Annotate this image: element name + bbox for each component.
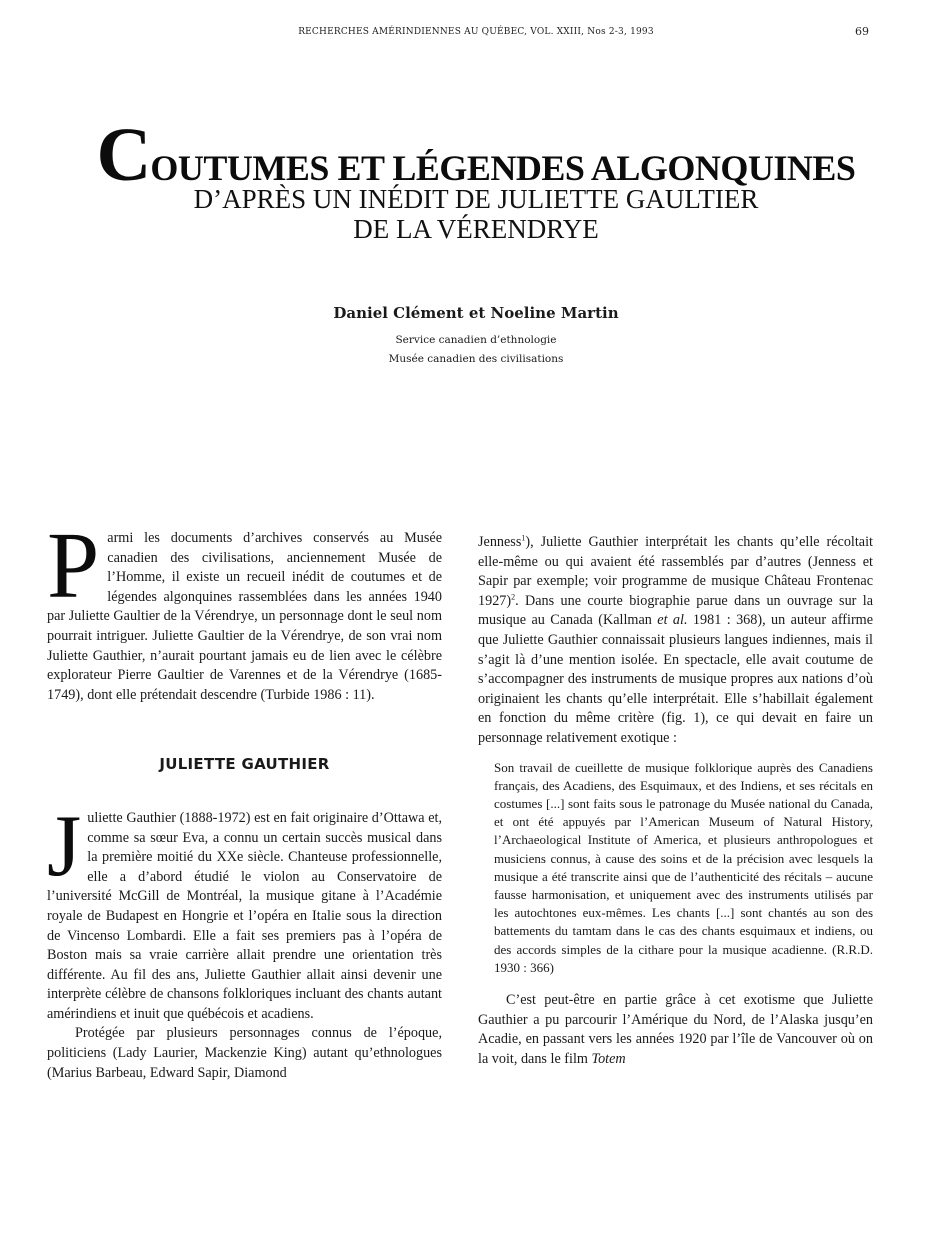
right-text-a: Jenness <box>478 534 522 550</box>
block-quote: Son travail de cueillette de musique folklorique auprès des Canadiens français, des Acadiens, des Esquimaux, et des Indiens, et ses récitals en costumes [...] sont faits sous le patronage du Musée national du Canada, et ont été appuyés par l’American Museum of Natural History, l’Archaeological Institute of America, et plusieurs anthropologues et musiciens connus, à cause des soins et de la précision avec lesquels la musique a été transcrite ainsi que de l’authenticité des récitals – aucune fausse harmonisation, et uniquement avec des instruments utilisés par les autochtones eux-mêmes. Les chants [...] sont chantés au son des battements du tamtam dans le cas des chants esquimaux et indiens, ou des accords simples de la cithare pour la musique acadienne. (R.R.D. 1930 : 366) <box>494 759 873 975</box>
affiliation-1: Service canadien d’ethnologie <box>395 334 557 346</box>
section-dropcap: J <box>47 797 82 895</box>
page-number: 69 <box>855 25 869 38</box>
right-text-d: 1981 : 368), un auteur affirme que Juliette Gauthier connaissait plusieurs langues indiennes, mais il s’agit là d’une mention isolée. En spectacle, elle avait coutume de s’accompagner des instruments de musique propres aux nations d’où originaient les chants qu’elle interprétait. Elle s’habillait également en fonction du même critère (fig. 1), ce qui devait en faire un personnage relativement exotique : <box>478 612 874 746</box>
paragraph-2: Protégée par plusieurs personnages connus de l’époque, politiciens (Lady Laurier, Mackenzie King) autant qu’ethnologues (Marius Barbeau, Edward Sapir, Diamond <box>47 1025 442 1081</box>
section-paragraph <box>47 797 442 1025</box>
title-initial: C <box>96 113 151 197</box>
left-column <box>47 514 442 1083</box>
intro-paragraph <box>47 514 442 705</box>
section-heading: JULIETTE GAUTHIER <box>159 755 330 774</box>
century-numeral: XXe <box>216 849 244 866</box>
footnote-ref-1[interactable]: 1 <box>521 533 526 543</box>
et-al: et al. <box>657 612 688 629</box>
intro-text: armi les documents d’archives conservés au Musée canadien des civilisations, anciennement Musée de l’Homme, il existe un recueil inédit de coutumes et de légendes algonquines rassemblées dans les années 1940 par Juliette Gaultier de la Vérendrye, un personnage dont le seul nom pourrait intriguer. Juliette Gaultier de la Vérendrye, de son vrai nom Juliette Gauthier, n’aurait pourtant jamais eu de lien avec le célèbre explorateur Pierre Gaultier de Varennes et de la Vérendrye (1685-1749), dont elle prétendait descendre (Turbide 1986 : 11). <box>47 530 442 703</box>
right-paragraph-2 <box>478 991 873 1069</box>
article-subtitle <box>0 184 952 244</box>
title-rest: OUTUMES ET LÉGENDES ALGONQUINES <box>150 148 856 188</box>
right-paragraph-1 <box>478 533 873 749</box>
footnote-ref-2[interactable]: 2 <box>511 592 516 602</box>
right-para2-text: C’est peut-être en partie grâce à cet exotisme que Juliette Gauthier a pu parcourir l’Amérique du Nord, de l’Alaska jusqu’en Acadie, en passant vers les années 1920 par l’île de Vancouver où on la voit, dans le film <box>478 991 873 1067</box>
right-text-b: ), Juliette Gauthier interprétait les chants qu’elle récoltait elle-même ou qui avaient été rassemblés par d’autres (Jenness et Sapir par exemple; voir programme de musique Château Frontenac 1927) <box>478 534 873 609</box>
section-text-b: siècle. Chanteuse professionnelle, elle a d’abord étudié le violon au Conservatoire de l’université McGill de Montréal, la musique gitane à l’Académie royale de Budapest en Hongrie et l’opéra en Italie sous la direction de Vincenso Lombardi. Elle a fait ses premiers pas à l’opéra de Boston mais sa vraie carrière allait prendre une orientation très différente. Au fil des ans, Juliette Gauthier allait ainsi devenir une interprète célèbre de chansons folkloriques incluant des chants autant amérindiens et inuit que québécois et acadiens. <box>47 849 442 1022</box>
right-column <box>478 533 873 1069</box>
authors: Daniel Clément et Noeline Martin <box>333 304 619 322</box>
section-text-a: uliette Gauthier (1888-1972) est en fait originaire d’Ottawa et, comme sa sœur Eva, a connu un certain succès musical dans la première moitié du <box>87 809 442 866</box>
intro-dropcap: P <box>47 514 100 618</box>
subtitle-line-1: D’APRÈS UN INÉDIT DE JULIETTE GAULTIER <box>193 184 759 214</box>
right-text-c: . Dans une courte biographie parue dans un ouvrage sur la musique au Canada (Kallman <box>478 592 873 629</box>
film-title: Totem <box>591 1050 626 1067</box>
subtitle-line-2: DE LA VÉRENDRYE <box>353 214 599 244</box>
running-head: RECHERCHES AMÉRINDIENNES AU QUÉBEC, VOL. XXIII, Nos 2-3, 1993 <box>298 27 654 37</box>
affiliation-2: Musée canadien des civilisations <box>388 353 564 365</box>
